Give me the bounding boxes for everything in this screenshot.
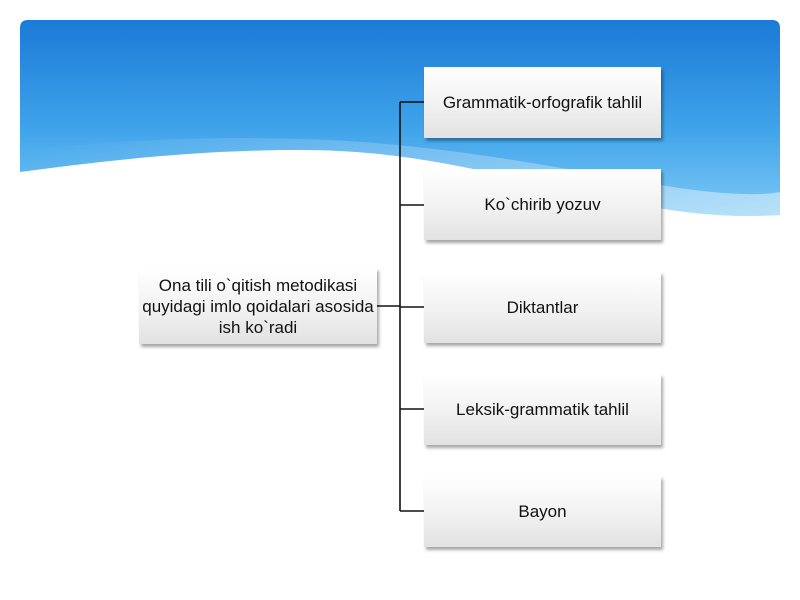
child-node-grammatik-orfografik: [424, 67, 661, 138]
child-node-label: Leksik-grammatik tahlil: [456, 400, 629, 419]
child-node-label: Diktantlar: [506, 298, 579, 317]
root-node: [139, 268, 377, 344]
root-node-label: Ona tili o`qitish metodikasi quyidagi imlo qoidalari asosida ish ko`radi: [142, 275, 374, 337]
child-node-label: Ko`chirib yozuv: [484, 195, 601, 214]
child-node-label: Bayon: [518, 502, 567, 521]
child-node-leksik-grammatik: [424, 374, 661, 445]
child-node-kochirib-yozuv: [424, 169, 661, 240]
child-node-label: Grammatik-orfografik tahlil: [442, 93, 643, 112]
child-node-bayon: [424, 476, 661, 547]
child-node-diktantlar: [424, 272, 661, 343]
